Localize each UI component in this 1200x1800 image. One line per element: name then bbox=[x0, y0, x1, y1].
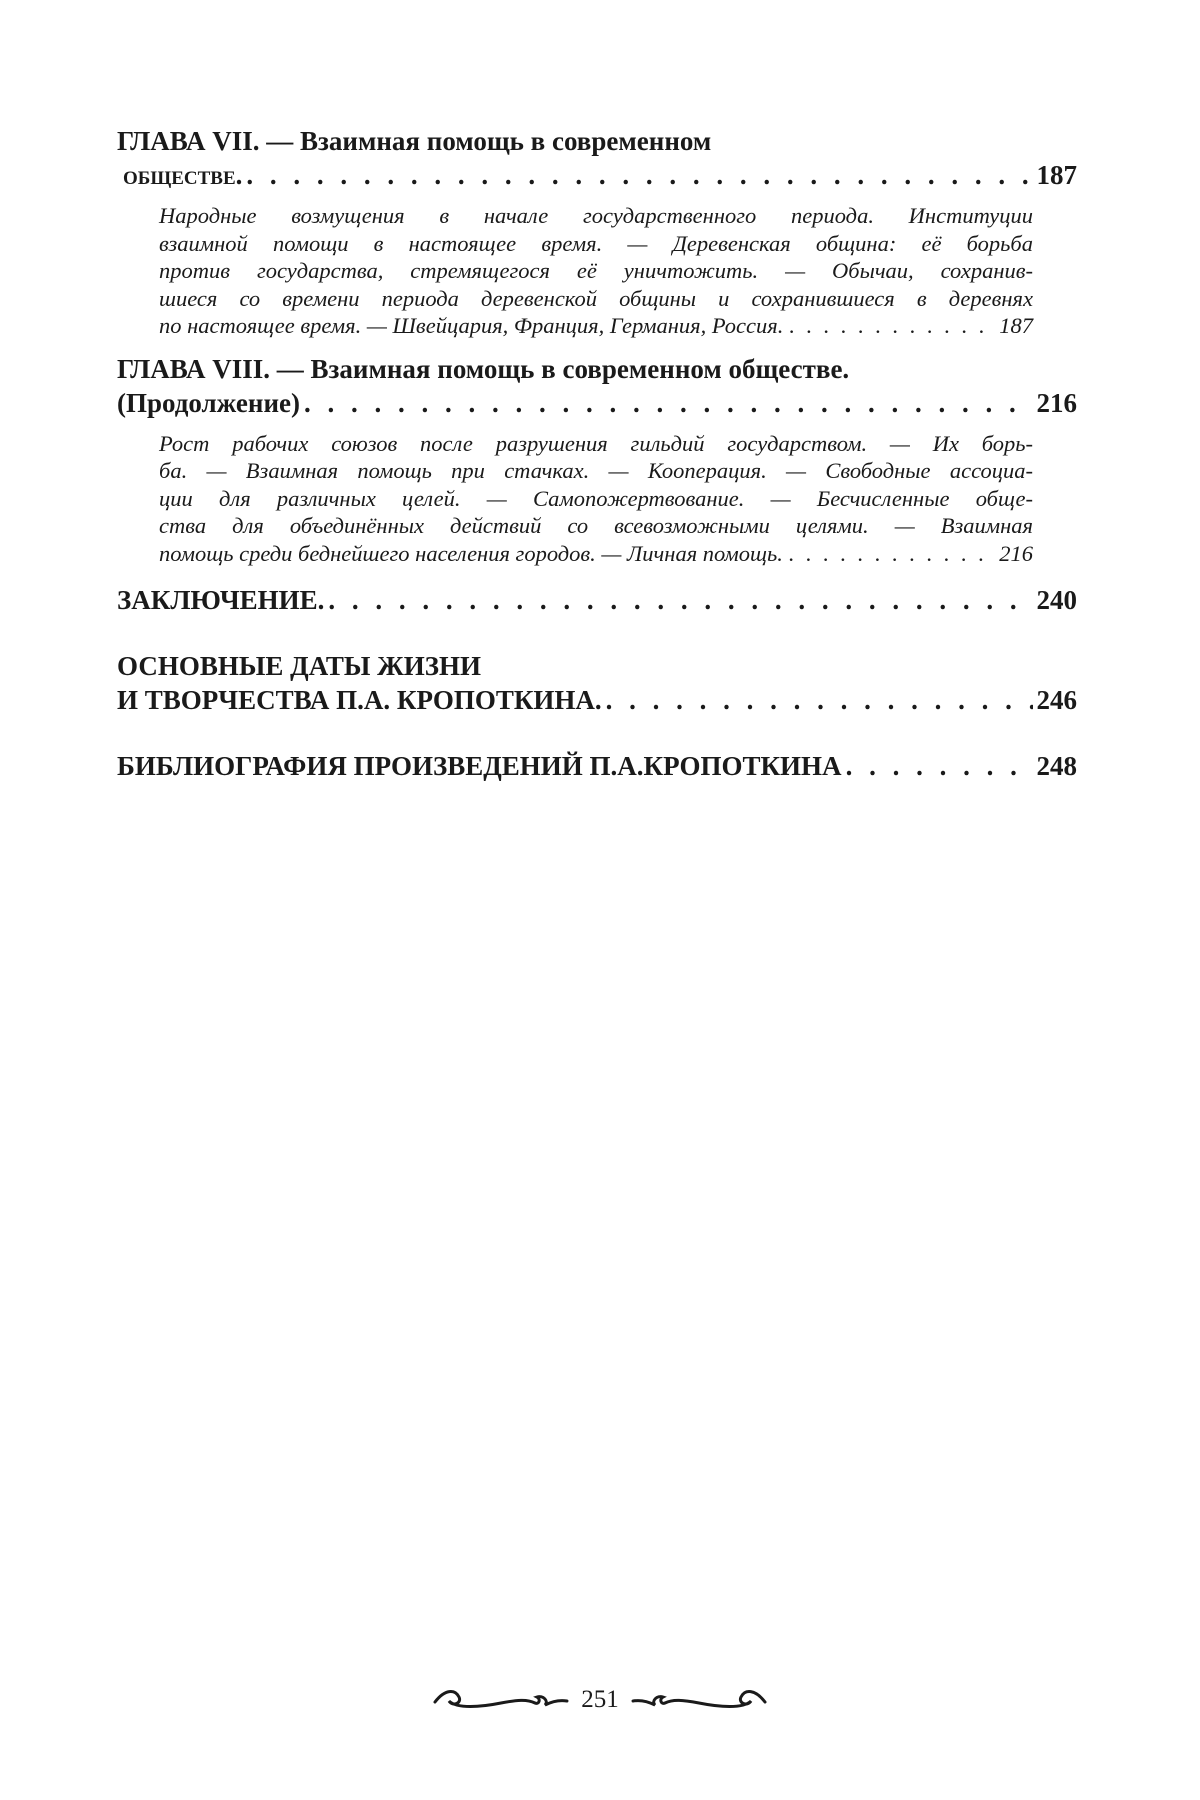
table-of-contents bbox=[117, 124, 1077, 783]
dates-page: 246 bbox=[1036, 685, 1077, 715]
dates-leader-line bbox=[117, 683, 1077, 717]
summary-line: ства для объединённых действий со всевозможными целями. — Взаимная bbox=[159, 513, 1033, 538]
conclusion-leader-line bbox=[117, 583, 1077, 617]
chapter-8-page: 216 bbox=[1036, 387, 1077, 418]
chapter-8-summary bbox=[159, 430, 1033, 568]
conclusion-title: ЗАКЛЮЧЕНИЕ. bbox=[117, 585, 325, 615]
conclusion-page: 240 bbox=[1036, 585, 1077, 615]
toc-entry-bibliography bbox=[117, 749, 1077, 783]
summary-line: ба. — Взаимная помощь при стачках. — Кооперация. — Свободные ассоциа- bbox=[159, 458, 1033, 483]
leader-dots bbox=[846, 749, 1033, 783]
summary-line: Рост рабочих союзов после разрушения гильдий государством. — Их борь- bbox=[159, 430, 1033, 456]
chapter-7-title-text: ГЛАВА VII. — Взаимная помощь в современном bbox=[117, 126, 712, 156]
toc-entry-chapter-8 bbox=[117, 352, 1077, 568]
summary-last-line bbox=[159, 312, 1033, 340]
leader-dots bbox=[789, 540, 993, 568]
toc-entry-chapter-7 bbox=[117, 124, 1077, 340]
leader-dots bbox=[789, 312, 993, 340]
leader-dots bbox=[304, 386, 1033, 420]
summary-last-line bbox=[159, 540, 1033, 568]
dates-title-line2: И ТВОРЧЕСТВА П.А. КРОПОТКИНА. bbox=[117, 685, 602, 715]
summary-last-text: по настоящее время. — Швейцария, Франция, Германия, Россия. bbox=[159, 313, 784, 338]
chapter-7-title-line2: обществе. bbox=[123, 160, 243, 190]
summary-line: против государства, стремящегося её уничтожить. — Обычаи, сохранив- bbox=[159, 258, 1033, 283]
summary-page: 187 bbox=[999, 313, 1033, 338]
toc-entry-dates bbox=[117, 649, 1077, 717]
leader-dots bbox=[246, 158, 1032, 192]
leader-dots bbox=[606, 683, 1033, 717]
chapter-8-leader-line bbox=[117, 386, 1077, 420]
summary-last-text: помощь среди беднейшего населения городов. — Личная помощь. bbox=[159, 540, 783, 566]
summary-line: взаимной помощи в настоящее время. — Деревенская община: её борьба bbox=[159, 230, 1033, 256]
bibliography-title: БИБЛИОГРАФИЯ ПРОИЗВЕДЕНИЙ П.А.КРОПОТКИНА bbox=[117, 751, 842, 781]
leader-dots bbox=[328, 583, 1032, 617]
chapter-7-summary bbox=[159, 202, 1033, 340]
left-flourish-icon bbox=[431, 1685, 571, 1715]
toc-entry-conclusion bbox=[117, 583, 1077, 617]
summary-line: шиеся со времени периода деревенской общины и сохранившиеся в деревнях bbox=[159, 285, 1033, 311]
dates-title-line1: ОСНОВНЫЕ ДАТЫ ЖИЗНИ bbox=[117, 651, 482, 681]
chapter-8-title-line1: ГЛАВА VIII. — Взаимная помощь в современном обществе. bbox=[117, 353, 850, 384]
chapter-7-title-line1 bbox=[117, 124, 1077, 158]
chapter-7-page: 187 bbox=[1036, 160, 1077, 190]
summary-page: 216 bbox=[999, 540, 1033, 566]
bibliography-page: 248 bbox=[1036, 751, 1077, 781]
summary-line: Народные возмущения в начале государственного периода. Институции bbox=[159, 203, 1033, 228]
summary-line: ции для различных целей. — Самопожертвование. — Бесчисленные обще- bbox=[159, 485, 1033, 511]
chapter-8-title-line2: (Продолжение) bbox=[117, 387, 300, 418]
page-number: 251 bbox=[581, 1686, 619, 1713]
page-footer bbox=[0, 1680, 1200, 1720]
bibliography-leader-line bbox=[117, 749, 1077, 783]
right-flourish-icon bbox=[629, 1685, 769, 1715]
chapter-7-leader-line bbox=[117, 158, 1077, 192]
